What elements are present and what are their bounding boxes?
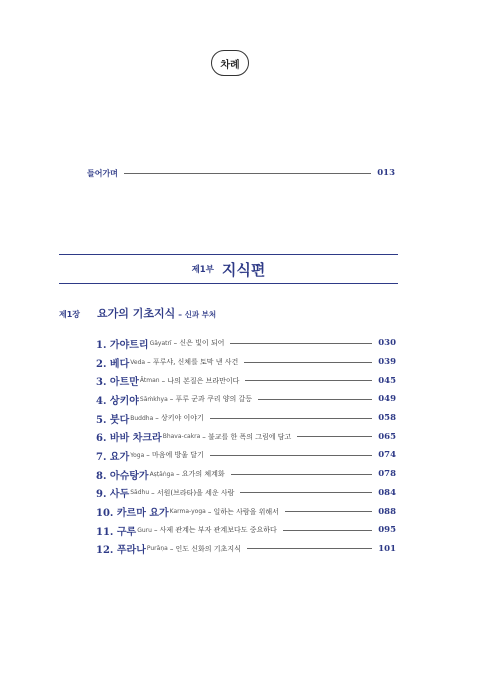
leader-line xyxy=(240,492,372,493)
toc-entry[interactable] xyxy=(96,409,396,428)
entry-description: – 푸루샤, 신체를 토막 낸 사건 xyxy=(147,358,239,367)
entry-page-number: 074 xyxy=(378,450,396,461)
part-label: 제1부 xyxy=(191,265,214,275)
chapter-heading xyxy=(59,305,216,321)
entry-title: 4. 상키야 xyxy=(96,395,139,407)
entry-romanization: Sāṁkhya xyxy=(139,395,168,403)
entry-description: – 인도 신화의 기초지식 xyxy=(169,544,241,553)
toc-entry[interactable] xyxy=(96,427,396,446)
entry-description: – 불교를 한 폭의 그림에 담고 xyxy=(202,432,292,441)
leader-line xyxy=(297,436,372,437)
entry-page-number: 058 xyxy=(378,413,396,424)
entry-title: 2. 베다 xyxy=(96,358,130,370)
entry-description: – 마음에 방울 달기 xyxy=(146,451,204,460)
entry-romanization: Karma-yoga xyxy=(169,508,206,516)
toc-entry[interactable] xyxy=(96,502,396,521)
entry-page-number: 049 xyxy=(378,394,396,405)
leader-line xyxy=(258,399,372,400)
entry-title: 8. 아슈탕가 xyxy=(96,470,149,482)
entry-title: 7. 요가 xyxy=(96,451,130,463)
entry-title: 5. 붓다 xyxy=(96,414,130,426)
entry-description: – 요가의 체계화 xyxy=(176,470,225,479)
entry-romanization: Aṣṭāṅga xyxy=(149,470,175,478)
toc-entry[interactable] xyxy=(96,484,396,503)
contents-heading-label: 차례 xyxy=(220,59,240,71)
entry-description: – 푸루 군과 쿠리 양의 갈등 xyxy=(169,395,252,404)
entry-romanization: Yoga xyxy=(130,451,145,459)
entry-romanization: Veda xyxy=(130,358,146,366)
entry-page-number: 045 xyxy=(378,375,396,386)
leader-line xyxy=(283,530,372,531)
entry-description: – 나의 본질은 브라만이다 xyxy=(161,376,240,385)
toc-entry[interactable] xyxy=(96,521,396,540)
entry-title: 11. 구루 xyxy=(96,526,137,538)
entry-romanization: Purāṇa xyxy=(146,545,168,553)
toc-entry[interactable] xyxy=(96,390,396,409)
entry-description: – 서원(브라타)을 세운 사람 xyxy=(151,488,235,497)
entry-title: 6. 바바 차크라 xyxy=(96,433,162,445)
chapter-label: 제1장 xyxy=(59,310,81,319)
leader-line xyxy=(245,380,372,381)
entry-romanization: Gāyatrī xyxy=(149,339,172,347)
toc-entry[interactable] xyxy=(96,353,396,372)
toc-entry[interactable] xyxy=(96,446,396,465)
entry-page-number: 088 xyxy=(378,506,396,517)
entry-romanization: Guru xyxy=(137,526,152,534)
part-heading xyxy=(59,254,398,284)
entry-page-number: 078 xyxy=(378,469,396,480)
leader-line xyxy=(210,455,372,456)
toc-entry[interactable] xyxy=(96,465,396,484)
intro-label: 들어가며 xyxy=(87,168,118,178)
entry-romanization: Ātman xyxy=(139,377,160,385)
entry-romanization: Buddha xyxy=(130,414,154,422)
chapter-subtitle: – 신과 부처 xyxy=(178,310,217,319)
toc-entry[interactable] xyxy=(96,371,396,390)
entry-romanization: Bhava-cakra xyxy=(162,433,201,441)
entry-page-number: 039 xyxy=(378,357,396,368)
leader-line xyxy=(230,343,372,344)
entry-page-number: 084 xyxy=(378,487,396,498)
leader-line xyxy=(285,511,372,512)
toc-intro-entry[interactable] xyxy=(87,166,395,180)
leader-line xyxy=(231,474,373,475)
entry-title: 3. 아트만 xyxy=(96,377,139,389)
leader-line xyxy=(210,418,372,419)
entry-title: 1. 가야트리 xyxy=(96,339,149,351)
toc-entry[interactable] xyxy=(96,334,396,353)
leader-line xyxy=(124,173,371,174)
entry-page-number: 030 xyxy=(378,338,396,349)
entry-title: 12. 푸라나 xyxy=(96,545,146,557)
leader-line xyxy=(244,362,372,363)
entry-title: 9. 사두 xyxy=(96,489,130,501)
entry-description: – 신은 빛이 되어 xyxy=(173,339,225,348)
entry-page-number: 065 xyxy=(378,431,396,442)
entry-title: 10. 카르마 요가 xyxy=(96,508,169,520)
part-title: 지식편 xyxy=(221,260,266,279)
entry-description: – 일하는 사람을 위해서 xyxy=(207,507,279,516)
leader-line xyxy=(247,548,372,549)
entry-page-number: 095 xyxy=(378,525,396,536)
intro-page-number: 013 xyxy=(377,168,395,178)
entry-description: – 사제 관계는 부자 관계보다도 중요하다 xyxy=(153,526,277,535)
entry-description: – 상키야 이야기 xyxy=(155,414,204,423)
entry-romanization: Sādhu xyxy=(130,489,150,497)
entry-page-number: 101 xyxy=(378,543,396,554)
contents-heading xyxy=(211,50,249,76)
chapter-title: 요가의 기초지식 xyxy=(97,307,176,320)
toc-entry[interactable] xyxy=(96,540,396,559)
toc-entry-list xyxy=(96,334,396,558)
